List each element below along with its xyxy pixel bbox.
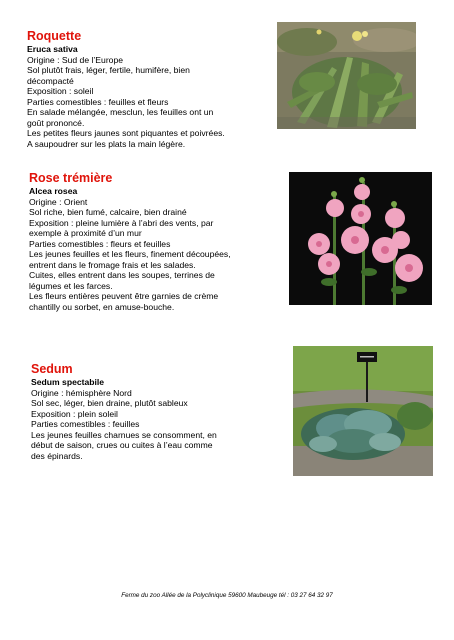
plant-line: chantilly ou sorbet, en amuse-bouche. xyxy=(29,301,175,312)
plant-entry-sedum xyxy=(31,362,217,461)
plant-entry-rose-tremiere xyxy=(29,171,231,312)
roquette-photo xyxy=(277,22,416,129)
sedum-photo xyxy=(293,346,433,476)
plant-latin-name: Alcea rosea xyxy=(29,186,78,196)
plant-line: Origine : hémisphère Nord xyxy=(31,387,132,398)
plant-line: Les petites fleurs jaunes sont piquantes et poivrées. xyxy=(27,128,225,138)
rose-tremiere-photo xyxy=(289,172,432,305)
plant-line: Cuites, elles entrent dans les soupes, terrines de xyxy=(29,270,215,280)
plant-latin-name: Eruca sativa xyxy=(27,44,78,54)
plant-line: A saupoudrer sur les plats la main légère. xyxy=(27,138,186,149)
plant-line: Sol sec, léger, bien draine, plutôt sableux xyxy=(31,398,188,408)
plant-line: des épinards. xyxy=(31,450,83,461)
plant-line: Exposition : soleil xyxy=(27,86,94,96)
plant-line: début de saison, crues ou cuites à l’eau comme xyxy=(31,440,213,450)
footer-address: Ferme du zoo Allée de la Polyclinique 59600 Maubeuge tél : 03 27 64 32 97 xyxy=(121,592,333,599)
plant-line: goût prononcé. xyxy=(27,117,85,128)
plant-title: Rose trémière xyxy=(29,171,113,185)
plant-line: décompacté xyxy=(27,75,74,86)
plant-title: Sedum xyxy=(31,362,73,376)
plant-line: légumes et les farces. xyxy=(29,280,113,291)
plant-description xyxy=(31,388,217,462)
plant-description xyxy=(27,55,225,150)
plant-line: Les jeunes feuilles et les fleurs, finement découpées, xyxy=(29,249,231,259)
plant-line: Origine : Sud de l’Europe xyxy=(27,54,124,65)
plant-line: Sol riche, bien fumé, calcaire, bien drainé xyxy=(29,207,187,217)
plant-line: Les jeunes feuilles charnues se consomment, en xyxy=(31,429,217,440)
plant-line: Parties comestibles : feuilles et fleurs xyxy=(27,96,169,107)
plant-latin-name: Sedum spectabile xyxy=(31,377,105,387)
plant-line: Exposition : pleine lumière à l’abri des vents, par xyxy=(29,217,214,228)
plant-line: En salade mélangée, mesclun, les feuilles ont un xyxy=(27,107,214,117)
plant-line: Parties comestibles : feuilles xyxy=(31,419,140,429)
plant-description xyxy=(29,197,231,313)
plant-line: Origine : Orient xyxy=(29,196,88,207)
plant-line: entrent dans le fromage frais et les salades. xyxy=(29,259,196,270)
plant-line: Parties comestibles : fleurs et feuilles xyxy=(29,238,171,249)
plant-line: exemple à proximité d’un mur xyxy=(29,228,142,238)
plant-title: Roquette xyxy=(27,29,82,43)
plant-line: Exposition : plein soleil xyxy=(31,408,118,419)
plant-line: Sol plutôt frais, léger, fertile, humifère, bien xyxy=(27,65,190,75)
plant-entry-roquette xyxy=(27,29,225,149)
plant-line: Les fleurs entières peuvent être garnies de crème xyxy=(29,291,219,301)
